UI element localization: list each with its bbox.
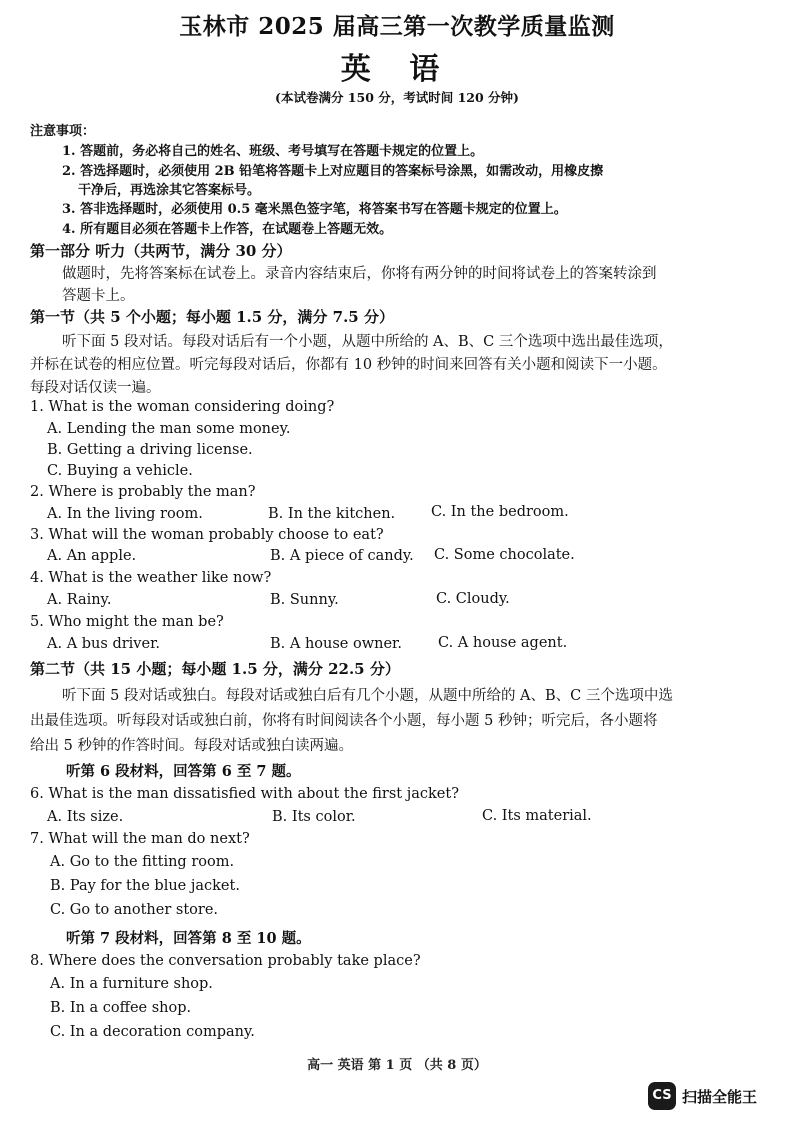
subject-title: 英 语 [340, 52, 454, 87]
option-c: C. A house agent. [438, 635, 568, 651]
note-item: 2. 答选择题时，必须使用 2B 铅笔将答题卡上对应题目的答案标号涂黑，如需改动，用橡皮擦 [62, 164, 604, 179]
exam-title: 玉林市 2025 届高三第一次教学质量监测 [179, 13, 615, 40]
question-4: 4. What is the weather like now? [30, 570, 272, 586]
material-6-instruction: 听第 6 段材料，回答第 6 至 7 题。 [66, 763, 301, 780]
option-b: B. Pay for the blue jacket. [50, 878, 240, 894]
option-b: B. Its color. [272, 809, 356, 825]
section1-heading: 第一节（共 5 个小题；每小题 1.5 分，满分 7.5 分） [30, 308, 394, 326]
section1-intro-line: 听下面 5 段对话。每段对话后有一个小题，从题中所给的 A、B、C 三个选项中选出最佳选项， [62, 334, 673, 350]
question-6: 6. What is the man dissatisfied with about the first jacket? [30, 786, 459, 802]
section2-intro-line: 听下面 5 段对话或独白。每段对话或独白后有几个小题，从题中所给的 A、B、C 三个选项中选 [62, 688, 673, 704]
option-b: B. In the kitchen. [268, 506, 396, 522]
question-1: 1. What is the woman considering doing? [30, 399, 335, 415]
section2-intro-line: 出最佳选项。听每段对话或独白前，你将有时间阅读各个小题，每小题 5 秒钟；听完后，各小题将 [30, 713, 658, 729]
option-c: C. Cloudy. [436, 591, 510, 607]
question-2: 2. Where is probably the man? [30, 484, 256, 500]
option-a: A. An apple. [47, 548, 137, 564]
option-c: C. In the bedroom. [431, 504, 569, 520]
option-a: A. Rainy. [47, 592, 112, 608]
note-item: 3. 答非选择题时，必须使用 0.5 毫米黑色签字笔，将答案书写在答题卡规定的位置上。 [62, 202, 567, 217]
option-b: B. Sunny. [270, 592, 339, 608]
option-a: A. Lending the man some money. [47, 421, 291, 437]
option-b: B. A piece of candy. [270, 548, 414, 564]
note-item: 4. 所有题目必须在答题卡上作答，在试题卷上答题无效。 [62, 222, 393, 237]
question-5: 5. Who might the man be? [30, 614, 224, 630]
part1-intro-line: 答题卡上。 [62, 288, 135, 304]
notes-heading: 注意事项： [30, 124, 96, 139]
option-a: A. In a furniture shop. [50, 976, 213, 992]
option-c: C. Its material. [482, 808, 592, 824]
option-c: C. Go to another store. [50, 902, 219, 918]
page-footer: 高一 英语 第 1 页 （共 8 页） [307, 1058, 487, 1073]
option-a: A. In the living room. [47, 506, 203, 522]
section1-intro-line: 每段对话仅读一遍。 [30, 380, 161, 396]
option-a: A. Its size. [47, 809, 124, 825]
part1-heading: 第一部分 听力（共两节，满分 30 分） [30, 242, 292, 260]
option-c: C. Some chocolate. [434, 547, 575, 563]
option-c: C. In a decoration company. [50, 1024, 255, 1040]
note-item: 1. 答题前，务必将自己的姓名、班级、考号填写在答题卡规定的位置上。 [62, 144, 484, 159]
exam-info: (本试卷满分 150 分，考试时间 120 分钟) [275, 90, 519, 105]
section2-heading: 第二节（共 15 小题；每小题 1.5 分，满分 22.5 分） [30, 660, 400, 678]
camscanner-logo-icon: CS [648, 1082, 676, 1110]
question-8: 8. Where does the conversation probably take place? [30, 953, 421, 969]
note-item: 干净后，再选涂其它答案标号。 [78, 183, 261, 198]
section2-intro-line: 给出 5 秒钟的作答时间。每段对话或独白读两遍。 [30, 738, 353, 754]
question-7: 7. What will the man do next? [30, 831, 250, 847]
question-3: 3. What will the woman probably choose to eat? [30, 527, 384, 543]
option-b: B. A house owner. [270, 636, 403, 652]
camscanner-label: 扫描全能王 [682, 1088, 758, 1106]
option-a: A. Go to the fitting room. [50, 854, 235, 870]
part1-intro-line: 做题时，先将答案标在试卷上。录音内容结束后，你将有两分钟的时间将试卷上的答案转涂到 [62, 266, 657, 282]
option-a: A. A bus driver. [47, 636, 161, 652]
material-7-instruction: 听第 7 段材料，回答第 8 至 10 题。 [66, 930, 311, 947]
option-b: B. In a coffee shop. [50, 1000, 192, 1016]
option-b: B. Getting a driving license. [47, 442, 253, 458]
section1-intro-line: 并标在试卷的相应位置。听完每段对话后，你都有 10 秒钟的时间来回答有关小题和阅读下一小题。 [30, 357, 667, 373]
option-c: C. Buying a vehicle. [47, 463, 193, 479]
